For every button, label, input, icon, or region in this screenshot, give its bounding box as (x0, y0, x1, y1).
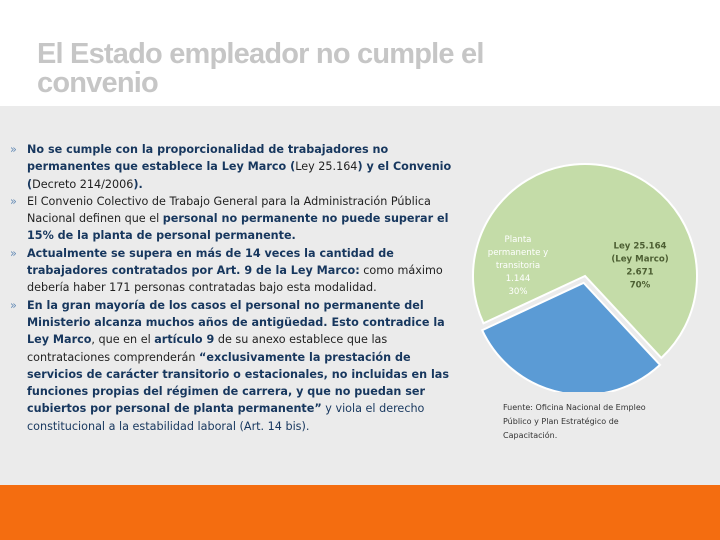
bullet-marker: » (10, 298, 17, 312)
bullet-marker: » (10, 143, 17, 156)
bullet-text: ). (133, 177, 143, 191)
bullet-text: ) y el Convenio ( (27, 160, 452, 191)
bullet-text: En la gran mayoría de los casos el personal no permanente del Ministerio alcanza muchos años de antigüedad. Esto contradice la Ley Marco (27, 298, 445, 347)
bullet-text: como máximo debería haber 171 personas contratadas bajo esta modalidad. (27, 264, 443, 295)
bullet-list (10, 141, 465, 435)
pie-value-text: 2.671 (626, 267, 654, 278)
source-note (503, 401, 678, 443)
bullet-text: Ley 25.164 (295, 160, 358, 174)
slide-title (37, 40, 597, 98)
title-line-2: convenio (37, 67, 158, 99)
bullet-item-actualmente (10, 245, 465, 297)
bullet-item-convenio (10, 193, 465, 245)
bullet-item-antiguedad (10, 297, 465, 435)
bullet-text: Actualmente se supera en más de 14 veces la cantidad de trabajadores contratados por Art. 9 de la Ley Marco: (27, 246, 394, 278)
bullet-item-proporcionalidad (10, 141, 465, 193)
pie-value-text: 1.144 (505, 274, 531, 284)
pie-percent-text: 30% (508, 287, 528, 297)
pie-label-text: transitoria (495, 261, 541, 271)
bullet-text: artículo 9 (154, 333, 215, 347)
bullet-text: “exclusivamente la prestación de servicios de carácter transitorio o estacionales, no incluidas en las funciones propias del régimen de carrera, y que no puedan ser cubiertos por personal de planta permanente” (27, 350, 449, 416)
bullet-text: y viola el derecho constitucional a la estabilidad laboral (Art. 14 bis). (27, 402, 425, 433)
pie-chart (470, 160, 700, 392)
pie-label-text: Ley 25.164 (613, 241, 667, 252)
pie-percent-text: 70% (629, 280, 651, 291)
source-line: Público y Plan Estratégico de (503, 417, 619, 426)
source-line: Fuente: Oficina Nacional de Empleo (503, 403, 646, 412)
bullet-text: El Convenio Colectivo de Trabajo General para la Administración Pública Nacional definen que el (27, 194, 431, 226)
footer-accent-bar (0, 485, 720, 540)
bullet-marker: » (10, 194, 17, 208)
bullet-text: , que en el (91, 333, 155, 347)
bullet-text: personal no permanente no puede superar el 15% de la planta de personal permanente. (27, 212, 449, 243)
source-line: Capacitación. (503, 431, 558, 440)
bullet-marker: » (10, 246, 17, 260)
pie-label-text: (Ley Marco) (611, 254, 669, 265)
title-line-1: El Estado empleador no cumple el (37, 38, 484, 70)
pie-label-text: permanente y (487, 248, 549, 258)
bullet-text: Decreto 214/2006 (32, 177, 134, 191)
pie-label-text: Planta (504, 235, 532, 245)
bullet-text: de su anexo establece que las contrataciones comprenderán (27, 333, 388, 364)
bullet-text: No se cumple con la proporcionalidad de trabajadores no permanentes que establece la Ley Marco ( (27, 143, 389, 174)
